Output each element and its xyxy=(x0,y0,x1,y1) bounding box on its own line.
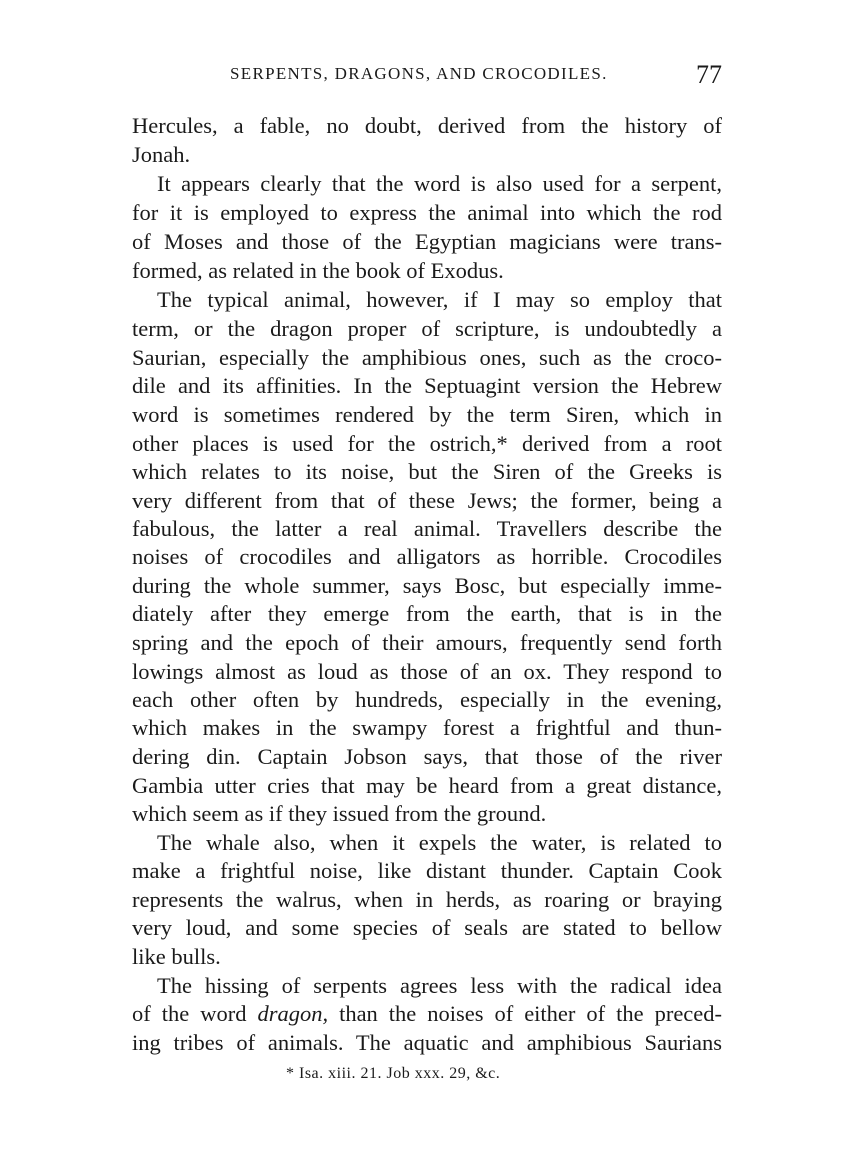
text-line: during the whole summer, says Bosc, but especially imme- xyxy=(132,573,722,598)
italic-word: dragon, xyxy=(257,1001,329,1026)
text-line: Gambia utter cries that may be heard from a great distance, xyxy=(132,773,722,798)
text-line: ing tribes of animals. The aquatic and amphibious Saurians xyxy=(132,1030,722,1055)
text-run: the word xyxy=(161,1001,247,1026)
text-line: lowings almost as loud as those of an ox. They respond to xyxy=(132,659,722,684)
text-line: make a frightful noise, like distant thunder. Captain Cook xyxy=(132,858,722,883)
text-line: The typical animal, however, if I may so employ that xyxy=(157,287,722,312)
text-line: each other often by hundreds, especially in the evening, xyxy=(132,687,722,712)
text-line: noises of crocodiles and alligators as horrible. Crocodiles xyxy=(132,544,722,569)
text-line: formed, as related in the book of Exodus. xyxy=(132,258,504,283)
text-line-with-italic xyxy=(132,999,722,1029)
text-line: represents the walrus, when in herds, as roaring or braying xyxy=(132,887,722,912)
text-line: like bulls. xyxy=(132,944,221,969)
page-number: 77 xyxy=(696,60,722,89)
text-line: which seem as if they issued from the ground. xyxy=(132,801,547,826)
text-line: The whale also, when it expels the water, is related to xyxy=(157,830,722,855)
text-line: spring and the epoch of their amours, frequently send forth xyxy=(132,630,722,655)
text-line: Saurian, especially the amphibious ones, such as the croco- xyxy=(132,345,722,370)
text-line: fabulous, the latter a real animal. Travellers describe the xyxy=(132,516,722,541)
text-run: than the noises of either of the preced- xyxy=(339,1001,723,1026)
text-line: dile and its affinities. In the Septuagint version the Hebrew xyxy=(132,373,722,398)
text-line: word is sometimes rendered by the term Siren, which in xyxy=(132,402,722,427)
text-line: which relates to its noise, but the Siren of the Greeks is xyxy=(132,459,722,484)
text-line: It appears clearly that the word is also used for a serpent, xyxy=(157,171,722,196)
text-line: for it is employed to express the animal into which the rod xyxy=(132,200,722,225)
text-line: which makes in the swampy forest a frightful and thun- xyxy=(132,715,722,740)
text-run: of xyxy=(132,1001,151,1026)
text-line: very loud, and some species of seals are stated to bellow xyxy=(132,915,722,940)
text-line: Jonah. xyxy=(132,142,191,167)
running-title: SERPENTS, DRAGONS, AND CROCODILES. xyxy=(230,64,608,83)
text-line: Hercules, a fable, no doubt, derived from the history of xyxy=(132,113,722,138)
text-line: diately after they emerge from the earth, that is in the xyxy=(132,601,722,626)
text-line: very different from that of these Jews; the former, being a xyxy=(132,488,722,513)
text-line: other places is used for the ostrich,* derived from a root xyxy=(132,431,722,456)
running-head xyxy=(132,62,722,92)
footnote: * Isa. xiii. 21. Job xxx. 29, &c. xyxy=(286,1065,501,1082)
text-line: The hissing of serpents agrees less with the radical idea xyxy=(157,973,722,998)
text-line: of Moses and those of the Egyptian magicians were trans- xyxy=(132,229,722,254)
text-line: term, or the dragon proper of scripture, is undoubtedly a xyxy=(132,316,722,341)
text-line: dering din. Captain Jobson says, that those of the river xyxy=(132,744,722,769)
